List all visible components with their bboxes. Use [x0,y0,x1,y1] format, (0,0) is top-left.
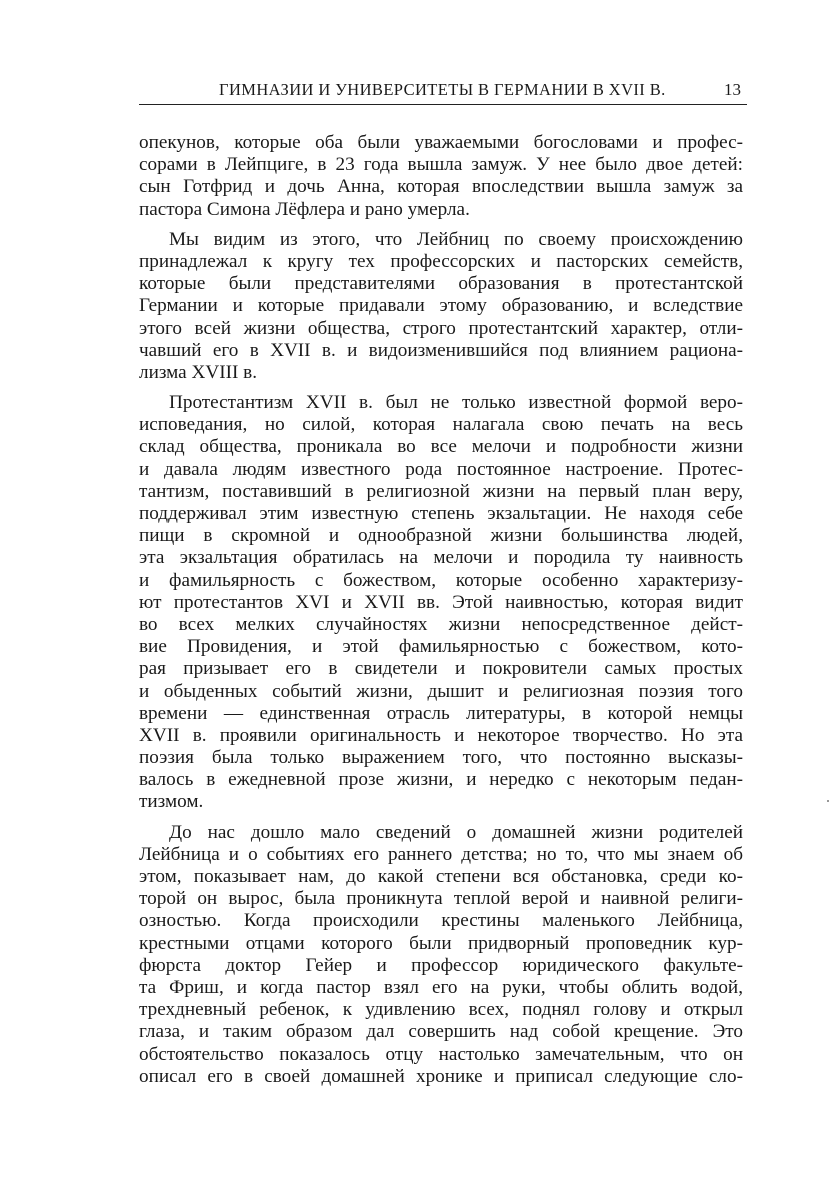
text-line: та Фриш, и когда пастор взял его на руки, чтобы облить водой, [139,976,743,998]
text-line: и обыденных событий жизни, дышит и религиозная поэзия того [139,680,743,702]
running-title: ГИМНАЗИИ И УНИВЕРСИТЕТЫ В ГЕРМАНИИ В XVII В. [219,80,666,99]
text-line: валось в ежедневной прозе жизни, и нередко с некоторым педан- [139,769,743,791]
running-header [139,78,747,104]
text-line: исповедания, но силой, которая налагала свою печать на весь [139,414,743,436]
header-rule [139,104,747,105]
text-line: времени — единственная отрасль литературы, в которой немцы [139,702,743,724]
text-line: рая призывает его в свидетели и покровители самых простых [139,658,743,680]
text-line: фюрста доктор Гейер и профессор юридического факульте- [139,954,743,976]
text-line: опекунов, которые оба были уважаемыми богословами и профес- [139,132,743,153]
paragraph-2 [139,229,743,384]
text-line: описал его в своей домашней хронике и приписал следующие сло- [139,1065,743,1087]
text-line: поэзия была только выражением того, что постоянно высказы- [139,747,743,769]
text-line: глаза, и таким образом дал совершить над собой крещение. Это [139,1021,743,1043]
text-line: лизма XVIII в. [139,361,258,383]
body-text [139,132,743,1088]
text-line: во всех мелких случайностях жизни непосредственное дейст- [139,613,743,635]
text-line: пищи в скромной и однообразной жизни большинства людей, [139,525,743,547]
text-line: Мы видим из этого, что Лейбниц по своему происхождению [169,228,743,250]
text-line: чавший его в XVII в. и видоизменившийся под влиянием рациона- [139,339,743,361]
text-line: вие Провидения, и этой фамильярностью с божеством, кото- [139,636,743,658]
text-line: пастора Симона Лёфлера и рано умерла. [139,198,470,220]
text-line: обстоятельство показалось отцу настолько замечательным, что он [139,1043,743,1065]
text-line: сын Готфрид и дочь Анна, которая впоследствии вышла замуж за [139,176,743,198]
text-line: Протестантизм XVII в. был не только известной формой веро- [169,392,743,414]
text-line: ют протестантов XVI и XVII вв. Этой наивностью, которая видит [139,591,743,613]
paragraph-1 [139,132,743,221]
text-line: Лейбница и о событиях его раннего детства; но то, что мы знаем об [139,843,743,865]
text-line: Германии и которые придавали этому образованию, и вследствие [139,295,743,317]
text-line: сорами в Лейпциге, в 23 года вышла замуж. У нее было двое детей: [139,154,743,176]
text-line: торой он вырос, была проникнута теплой верой и наивной религи- [139,888,743,910]
paragraph-3 [139,392,743,814]
text-line: и фамильярность с божеством, которые особенно характеризу- [139,569,743,591]
text-line: крестными отцами которого были придворный проповедник кур- [139,932,743,954]
text-line: тизмом. [139,791,204,813]
text-line: XVII в. проявили оригинальность и некоторое творчество. Но эта [139,724,743,746]
text-line: этом, показывает нам, до какой степени вся обстановка, среди ко- [139,866,743,887]
text-line: принадлежал к кругу тех профессорских и пасторских семейств, [139,250,743,272]
text-line: трехдневный ребенок, к удивлению всех, поднял голову и открыл [139,999,743,1021]
scan-speck [827,800,829,802]
text-line: До нас дошло мало сведений о домашней жизни родителей [169,821,743,843]
text-line: озностью. Когда происходили крестины маленького Лейбница, [139,910,743,932]
paragraph-4 [139,822,743,1088]
text-line: тантизм, поставивший в религиозной жизни на первый план веру, [139,480,743,502]
text-line: этого всей жизни общества, строго протестантский характер, отли- [139,317,743,339]
text-line: эта экзальтация обратилась на мелочи и породила ту наивность [139,547,743,569]
text-line: и давала людям известного рода постоянное настроение. Протес- [139,458,743,480]
page-number: 13 [724,80,741,99]
text-line: которые были представителями образования в протестантской [139,273,743,295]
text-line: склад общества, проникала во все мелочи и подробности жизни [139,436,743,458]
text-line: поддерживал этим известную степень экзальтации. Не находя себе [139,503,743,524]
